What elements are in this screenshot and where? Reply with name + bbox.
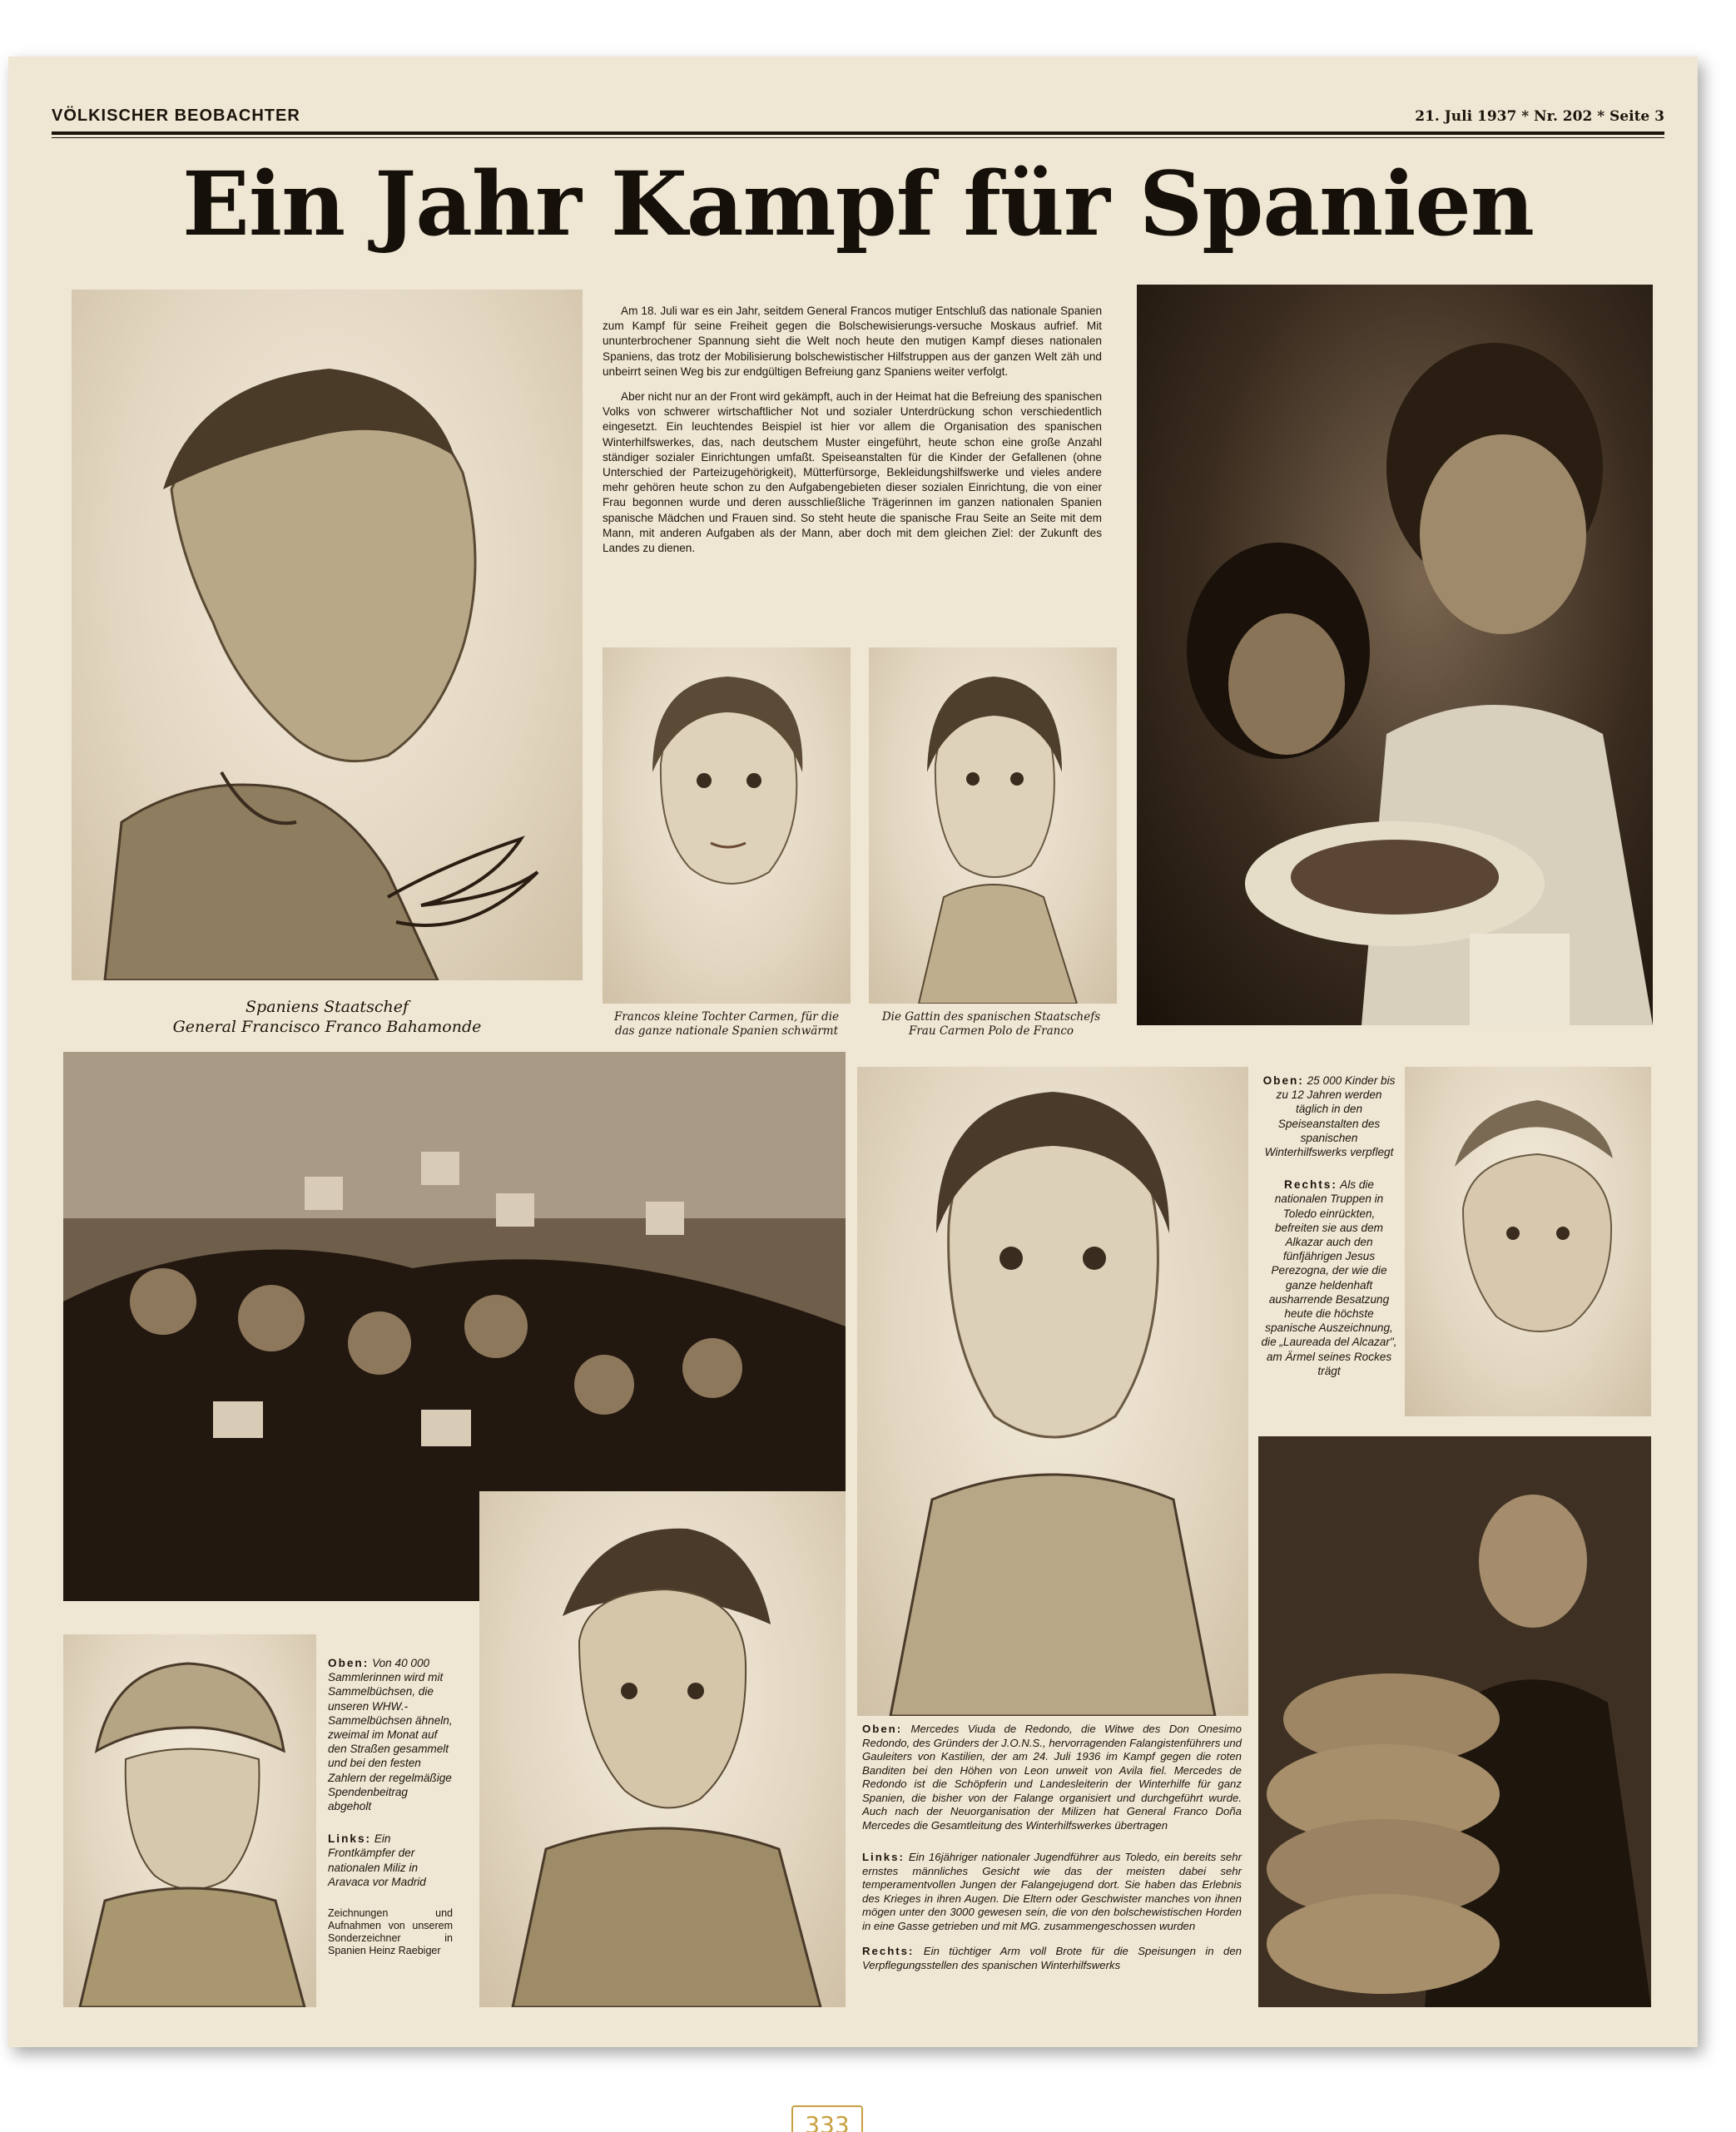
frontline-fighter-sketch — [63, 1634, 316, 2007]
caption-text: Als die nationalen Truppen in Toledo einrückten, befreiten sie aus dem Alkazar auch den fünfjährigen Jesus Perezogna, der wie die ganze heldenhaft ausharrende Besatzung heute die höchste spanische Auszeichnung, die „Laureada del Alcazar", am Ärmel seines Rockes trägt — [1261, 1178, 1397, 1377]
mercedes-redondo-sketch — [857, 1067, 1248, 1716]
caption-text: Mercedes Viuda de Redondo, die Witwe des Don Onesimo Redondo, des Gründers der J.O.N.S., hervorragenden Falangistenführers und Gauleiters von Kastilien, der am 24. Juli 1936 im Kampf gegen die roten Banditen bei den Höhen von Leon unweit von Avila fiel. Mercedes de Redondo ist die Schöpferin und Landesleiterin der Winterhilfe für ganz Spanien, die bisher von der Falange organisiert und durchgeführt wurde. Auch nach der Neuorganisation der Milizen hat General Franco Doña Mercedes die Gesamtleitung des Winterhilfswerkes übertragen — [862, 1723, 1242, 1832]
carmen-polo-caption — [862, 1010, 1120, 1039]
caption-label: Rechts: — [1284, 1178, 1337, 1192]
caption-line: das ganze nationale Spanien schwärmt — [614, 1024, 839, 1038]
page-number: 333 — [791, 2105, 863, 2132]
caption-label: Oben: — [1262, 1074, 1304, 1087]
article-paragraph: Am 18. Juli war es ein Jahr, seitdem General Francos mutiger Entschluß das nationale Spanien zum Kampf für seine Freiheit gegen die Bolschewisierungs-versuche Moskaus aufrief. Mit ununterbrochener Spannung sieht die Welt noch heute den mutigen Kampf dieses nationalen Spaniens, das trotz der Mobilisierung bolschewistischer Hilfstruppen aus der ganzen Welt zäh und unbeirrt seinen Weg bis zur endgültigen Befreiung ganz Spaniens weiter verfolgt. — [603, 305, 1102, 378]
carmen-daughter-sketch — [603, 647, 851, 1004]
bread-carrier-photo — [1258, 1436, 1651, 2007]
caption-label: Oben: — [328, 1657, 370, 1669]
franco-caption-title: Spaniens Staatschef — [246, 998, 409, 1016]
caption-label: Rechts: — [862, 1945, 915, 1957]
masthead-rule — [52, 131, 1664, 135]
collectors-caption — [328, 1656, 453, 1976]
children-caption — [1260, 1073, 1398, 1396]
newspaper-name: VÖLKISCHER BEOBACHTER — [52, 107, 300, 125]
caption-label: Links: — [862, 1851, 905, 1863]
youth-leader-sketch — [479, 1491, 846, 2007]
caption-label: Oben: — [862, 1723, 903, 1735]
photo-credits: Zeichnungen und Aufnahmen von unserem Sonderzeichner in Spanien Heinz Raebiger — [328, 1907, 453, 1957]
article-body — [603, 304, 1102, 566]
masthead-rule-thin — [52, 137, 1664, 138]
issue-date: 21. Juli 1937 * Nr. 202 * Seite 3 — [1415, 108, 1664, 125]
caption-label: Links: — [328, 1832, 372, 1846]
caption-text: Ein 16jähriger nationaler Jugendführer aus Toledo, ein bereits sehr ernstes männliches Gesicht wie das der meisten dabei sehr temperamentvollen Jungen der Falangejugend dort. Sie haben das Erlebnis des Krieges in ihren Augen. Die Eltern oder Geschwister manches von ihnen mögen unter den 3000 gewesen sein, die von den bolschewistischen Horden in eine Gasse getrieben und mit MG. zusammengeschossen wurden — [862, 1851, 1242, 1932]
franco-caption-name: General Francisco Franco Bahamonde — [172, 1018, 482, 1036]
caption-text: Ein tüchtiger Arm voll Brote für die Speisungen in den Verpflegungsstellen des spanischen Winterhilfswerks — [862, 1945, 1242, 1971]
caption-line: Francos kleine Tochter Carmen, für die — [613, 1010, 840, 1024]
caption-line: Die Gattin des spanischen Staatschefs — [881, 1010, 1101, 1024]
caption-text: Ein Frontkämpfer der nationalen Miliz in Aravaca vor Madrid — [328, 1832, 426, 1888]
caption-text: 25 000 Kinder bis zu 12 Jahren werden täglich in den Speiseanstalten des spanischen Winterhilfswerks verpflegt — [1264, 1074, 1396, 1159]
page-headline: Ein Jahr Kampf für Spanien — [182, 151, 1534, 255]
article-paragraph: Aber nicht nur an der Front wird gekämpft, auch in der Heimat hat die Befreiung des spanischen Volks von schwerer wirtschaftlicher Not und sozialer Unterdrückung schon verschiedentlich eingesetzt. Ein leuchtendes Beispiel ist hier vor allem die Organisation des spanischen Winterhilfswerkes, das, nach deutschem Muster eingeführt, heute schon eine große Anzahl ständiger sozialer Einrichtungen umfaßt. Speiseanstalten für die Kinder der Gefallenen (ohne Unterschied der Parteizugehörigkeit), Mütterfürsorge, Bekleidungshilfswerke und vieles andere mehr gehören heute schon zu den Aufgabengebieten dieser sozialen Einrichtung, die von einer Frau begonnen wurde und deren ausschließliche Trägerinnen im ganzen nationalen Spanien spanische Mädchen und Frauen sind. So steht heute die spanische Frau Seite an Seite mit dem Mann, mit anderen Aufgaben als der Mann, aber doch mit dem gleichen Ziel: der Zukunft des Landes zu dienen. — [603, 390, 1102, 555]
caption-line: Frau Carmen Polo de Franco — [908, 1024, 1074, 1038]
franco-portrait-sketch — [72, 290, 583, 980]
masthead — [52, 102, 1664, 135]
soup-kitchen-photo — [1137, 285, 1653, 1025]
caption-text: Von 40 000 Sammlerinnen wird mit Sammelbüchsen, die unseren WHW.-Sammelbüchsen ähneln, zweimal im Monat auf den Straßen gesammelt und bei den festen Zahlern der regelmäßige Spendenbeitrag abgeholt — [328, 1657, 453, 1813]
franco-caption — [72, 997, 583, 1037]
jesus-perezogna-sketch — [1405, 1067, 1651, 1416]
carmen-daughter-caption — [598, 1010, 856, 1039]
carmen-polo-sketch — [869, 647, 1117, 1004]
mercedes-caption — [862, 1723, 1242, 1991]
